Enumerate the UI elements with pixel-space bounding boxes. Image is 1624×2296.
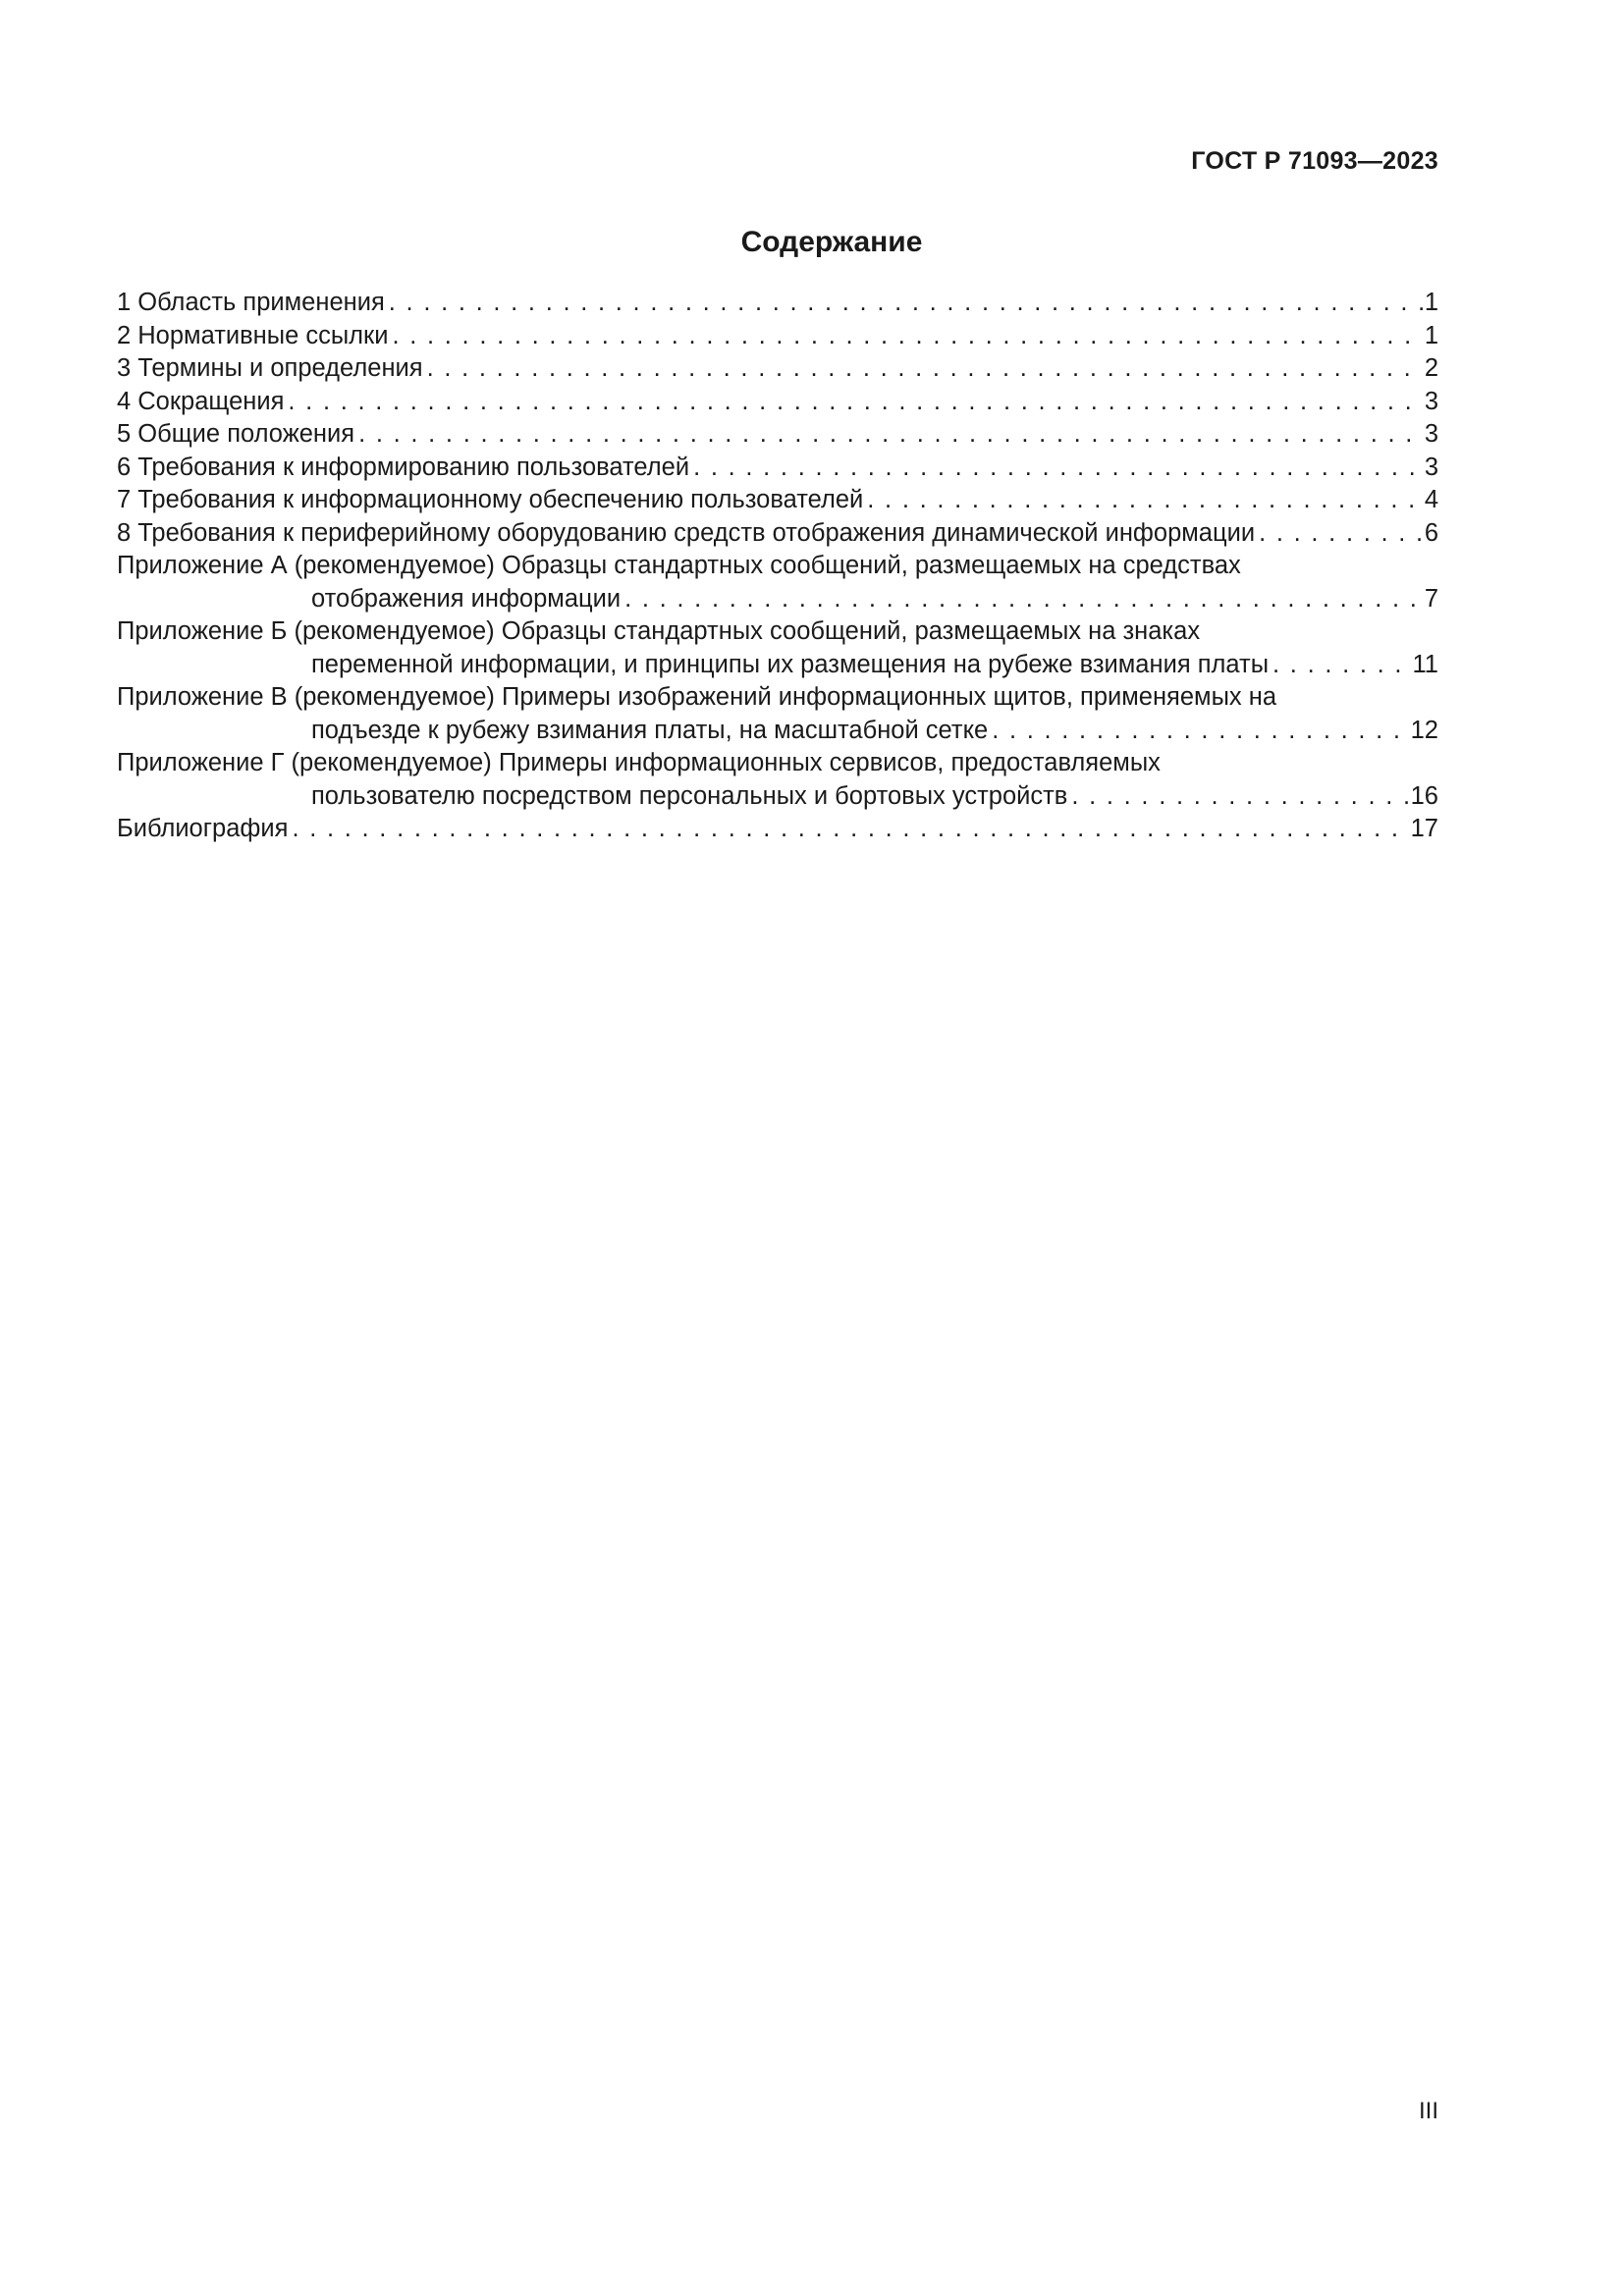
toc-entry-8[interactable] <box>117 517 1438 551</box>
toc-title: Содержание <box>740 226 923 258</box>
toc-entry-label: 1 Область применения <box>117 289 385 316</box>
toc-page-number: 1 <box>1424 289 1438 316</box>
toc-page-number: 4 <box>1424 486 1438 513</box>
table-of-contents <box>117 287 1438 846</box>
leader-dots <box>358 418 1423 452</box>
toc-page-number: 3 <box>1424 453 1438 481</box>
toc-page-number: 2 <box>1424 354 1438 382</box>
toc-entry-label: Приложение Г (рекомендуемое) Примеры информационных сервисов, предоставляемых <box>117 749 1161 776</box>
toc-entry-2[interactable] <box>117 320 1438 353</box>
toc-page-number: 6 <box>1424 518 1438 547</box>
leader-dots <box>392 320 1422 353</box>
leader-dots <box>693 452 1423 485</box>
leader-dots <box>867 484 1423 517</box>
toc-entry-label: Библиография <box>117 815 289 842</box>
toc-page-number: 7 <box>1424 584 1438 613</box>
toc-entry-3[interactable] <box>117 352 1438 386</box>
toc-entry-6[interactable] <box>117 452 1438 485</box>
leader-dots <box>992 715 1408 748</box>
toc-entry-1[interactable] <box>117 287 1438 320</box>
toc-page-number: 11 <box>1412 650 1438 678</box>
toc-entry-label-continued: переменной информации, и принципы их размещения на рубеже взимания платы <box>311 650 1270 678</box>
leader-dots <box>624 583 1423 616</box>
toc-entry-label: 3 Термины и определения <box>117 354 423 382</box>
toc-entry-appendix-v[interactable] <box>117 681 1438 747</box>
toc-entry-label-continued: подъезде к рубежу взимания платы, на масштабной сетке <box>311 716 989 744</box>
toc-entry-appendix-g[interactable] <box>117 747 1438 813</box>
leader-dots <box>1272 649 1410 682</box>
toc-entry-label: 4 Сокращения <box>117 387 285 415</box>
document-code: ГОСТ Р 71093—2023 <box>1191 147 1438 175</box>
leader-dots <box>389 287 1423 320</box>
toc-entry-label: Приложение А (рекомендуемое) Образцы стандартных сообщений, размещаемых на средствах <box>117 552 1241 579</box>
toc-page-number: 12 <box>1410 716 1438 744</box>
toc-entry-label: 6 Требования к информированию пользователей <box>117 453 690 481</box>
toc-entry-label: Приложение Б (рекомендуемое) Образцы стандартных сообщений, размещаемых на знаках <box>117 617 1201 645</box>
toc-entry-bibliography[interactable] <box>117 813 1438 846</box>
leader-dots <box>288 386 1422 419</box>
leader-dots <box>1071 780 1408 814</box>
toc-entry-appendix-b[interactable] <box>117 615 1438 681</box>
leader-dots <box>427 352 1423 386</box>
toc-page-number: 3 <box>1424 420 1438 448</box>
toc-page-number: 3 <box>1424 387 1438 415</box>
toc-entry-label-continued: пользователю посредством персональных и бортовых устройств <box>311 781 1068 810</box>
toc-entry-4[interactable] <box>117 386 1438 419</box>
toc-page-number: 17 <box>1410 815 1438 842</box>
leader-dots <box>292 813 1408 846</box>
toc-entry-label: 5 Общие положения <box>117 420 355 448</box>
toc-entry-7[interactable] <box>117 484 1438 517</box>
toc-entry-label: 8 Требования к периферийному оборудованию средств отображения динамической информации <box>117 518 1256 547</box>
toc-page-number: 16 <box>1410 781 1438 810</box>
toc-entry-label: Приложение В (рекомендуемое) Примеры изображений информационных щитов, применяемых на <box>117 683 1277 711</box>
toc-entry-appendix-a[interactable] <box>117 550 1438 615</box>
page-number: III <box>1418 2098 1438 2124</box>
leader-dots <box>1259 517 1423 551</box>
toc-entry-5[interactable] <box>117 418 1438 452</box>
toc-entry-label: 2 Нормативные ссылки <box>117 321 389 349</box>
toc-page-number: 1 <box>1424 321 1438 349</box>
toc-entry-label: 7 Требования к информационному обеспечению пользователей <box>117 486 864 513</box>
toc-entry-label-continued: отображения информации <box>311 584 622 613</box>
